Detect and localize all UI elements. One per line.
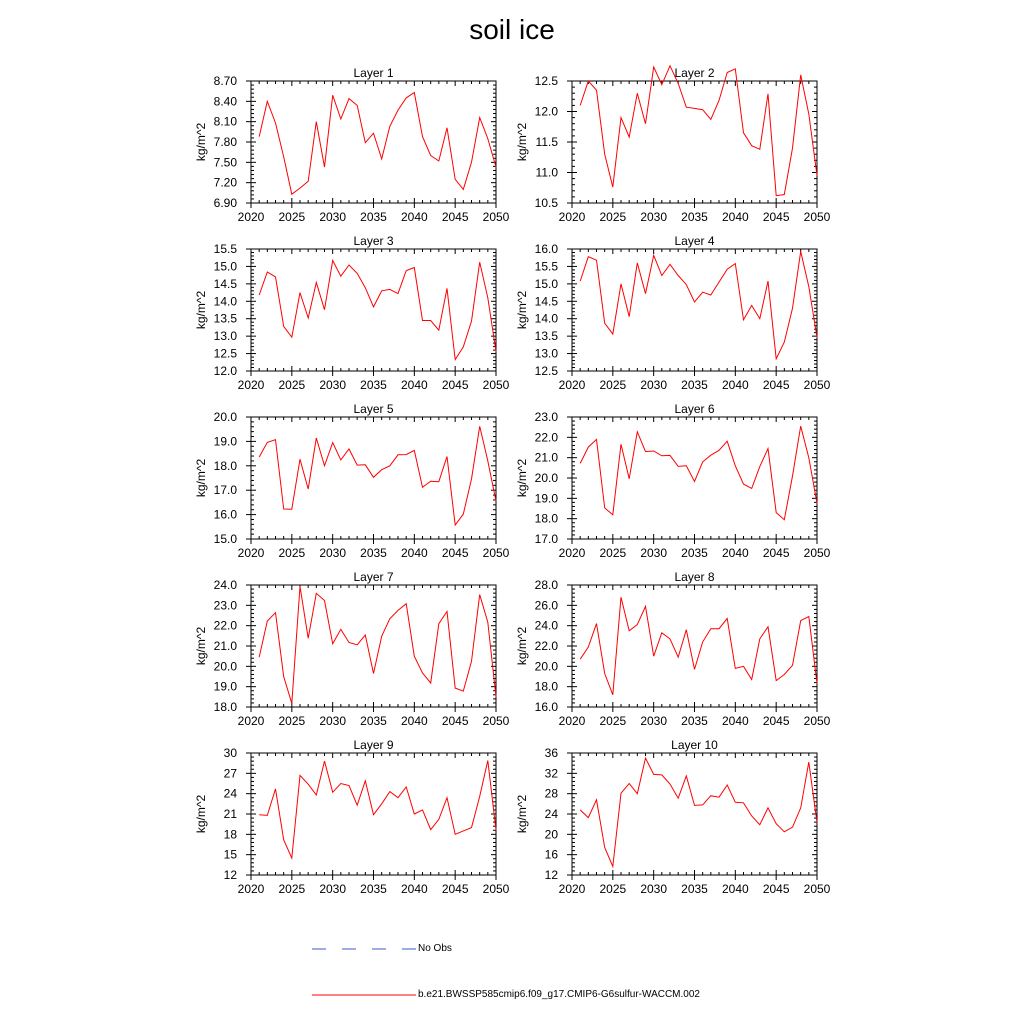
series-line-5: [259, 426, 496, 525]
xtick-label-3: 2035: [360, 378, 387, 392]
ytick-label-7: 22.0: [213, 618, 237, 633]
ytick-label-6: 19.0: [534, 491, 558, 506]
xtick-label-8: 2030: [640, 714, 668, 728]
xtick-label-2: 2030: [640, 210, 668, 224]
series-line-2: [580, 66, 817, 196]
xtick-label-7: 2030: [319, 714, 347, 728]
ytick-label-8: 28.0: [534, 578, 558, 592]
ytick-label-1: 8.70: [213, 74, 237, 88]
xtick-label-2: 2020: [558, 210, 586, 224]
xtick-label-4: 2025: [599, 378, 627, 392]
series-line-9: [259, 761, 496, 859]
ytick-label-2: 12.5: [534, 74, 558, 88]
xtick-label-6: 2035: [681, 546, 708, 560]
panel-title-5: Layer 5: [353, 402, 394, 416]
xtick-label-1: 2020: [237, 210, 265, 224]
ytick-label-1: 7.50: [213, 155, 237, 170]
ytick-label-9: 30: [223, 746, 237, 760]
ytick-label-6: 21.0: [534, 450, 558, 465]
xtick-label-7: 2020: [237, 714, 265, 728]
ytick-label-3: 12.0: [213, 364, 237, 378]
xtick-label-1: 2040: [400, 210, 428, 224]
xtick-label-10: 2050: [803, 882, 831, 896]
ytick-label-6: 17.0: [534, 532, 558, 546]
chart-main-title: soil ice: [469, 14, 555, 45]
xtick-label-2: 2050: [803, 210, 831, 224]
ytick-label-9: 18: [223, 827, 237, 842]
ytick-label-2: 11.0: [535, 165, 558, 180]
ylabel-5: kg/m^2: [194, 458, 208, 498]
xtick-label-8: 2020: [558, 714, 586, 728]
ytick-label-2: 10.5: [534, 196, 558, 210]
ytick-label-7: 19.0: [213, 679, 237, 694]
xtick-label-8: 2045: [762, 714, 790, 728]
xtick-label-6: 2020: [558, 546, 586, 560]
xtick-label-3: 2030: [319, 378, 347, 392]
xtick-label-2: 2040: [721, 210, 749, 224]
xtick-label-3: 2050: [482, 378, 510, 392]
xtick-label-9: 2040: [400, 882, 428, 896]
xtick-label-1: 2050: [482, 210, 510, 224]
series-line-8: [580, 597, 817, 695]
ytick-label-1: 7.80: [213, 135, 237, 149]
ytick-label-10: 28: [544, 786, 558, 801]
xtick-label-10: 2045: [762, 882, 790, 896]
xtick-label-4: 2035: [681, 378, 708, 392]
ytick-label-1: 7.20: [213, 175, 237, 190]
ytick-label-7: 20.0: [213, 659, 237, 674]
xtick-label-2: 2025: [599, 210, 627, 224]
xtick-label-1: 2025: [278, 210, 306, 224]
ytick-label-3: 14.0: [213, 294, 237, 309]
xtick-label-5: 2025: [278, 546, 306, 560]
ytick-label-7: 24.0: [213, 578, 237, 592]
ytick-label-3: 13.5: [213, 311, 237, 326]
ytick-label-5: 16.0: [213, 507, 237, 522]
ytick-label-5: 20.0: [213, 410, 237, 424]
ytick-label-9: 24: [223, 786, 237, 801]
xtick-label-8: 2035: [681, 714, 708, 728]
xtick-label-5: 2020: [237, 546, 265, 560]
ytick-label-4: 13.5: [534, 329, 558, 344]
plot-frame-4: [572, 249, 817, 371]
legend-obs-label: No Obs: [418, 943, 452, 954]
xtick-label-3: 2045: [441, 378, 469, 392]
ytick-label-3: 12.5: [213, 346, 237, 361]
ytick-label-4: 15.0: [534, 276, 558, 291]
ytick-label-10: 12: [544, 868, 558, 882]
xtick-label-2: 2045: [762, 210, 790, 224]
xtick-label-1: 2045: [441, 210, 469, 224]
plot-frame-5: [251, 417, 496, 539]
xtick-label-8: 2040: [721, 714, 749, 728]
xtick-label-9: 2035: [360, 882, 387, 896]
ylabel-4: kg/m^2: [515, 290, 529, 330]
xtick-label-7: 2050: [482, 714, 510, 728]
panel-title-4: Layer 4: [674, 234, 715, 248]
series-line-4: [580, 251, 817, 358]
ylabel-9: kg/m^2: [194, 794, 208, 834]
xtick-label-6: 2025: [599, 546, 627, 560]
ytick-label-10: 24: [544, 807, 558, 821]
ylabel-8: kg/m^2: [515, 626, 529, 666]
xtick-label-6: 2030: [640, 546, 668, 560]
panel-title-8: Layer 8: [674, 570, 715, 584]
xtick-label-9: 2020: [237, 882, 265, 896]
xtick-label-7: 2045: [441, 714, 469, 728]
ylabel-3: kg/m^2: [194, 290, 208, 330]
ytick-label-7: 21.0: [213, 639, 237, 653]
panel-title-2: Layer 2: [674, 66, 715, 80]
xtick-label-6: 2040: [721, 546, 749, 560]
xtick-label-4: 2050: [803, 378, 831, 392]
panel-title-1: Layer 1: [353, 66, 394, 80]
panel-title-3: Layer 3: [353, 234, 394, 248]
ytick-label-7: 18.0: [213, 700, 237, 714]
xtick-label-5: 2040: [400, 546, 428, 560]
xtick-label-6: 2045: [762, 546, 790, 560]
ytick-label-7: 23.0: [213, 598, 237, 613]
series-line-1: [259, 93, 496, 195]
ytick-label-8: 22.0: [534, 639, 558, 653]
xtick-label-6: 2050: [803, 546, 831, 560]
xtick-label-9: 2030: [319, 882, 347, 896]
xtick-label-3: 2020: [237, 378, 265, 392]
series-line-3: [259, 261, 496, 360]
ytick-label-5: 19.0: [213, 434, 237, 449]
ylabel-1: kg/m^2: [194, 122, 208, 162]
xtick-label-5: 2030: [319, 546, 347, 560]
ytick-label-4: 14.0: [534, 311, 558, 326]
legend-series-label: b.e21.BWSSP585cmip6.f09_g17.CMIP6-G6sulfur-WACCM.002: [418, 989, 700, 1000]
ytick-label-9: 27: [223, 766, 237, 781]
xtick-label-10: 2030: [640, 882, 668, 896]
ytick-label-6: 18.0: [534, 511, 558, 526]
xtick-label-8: 2025: [599, 714, 627, 728]
ytick-label-9: 21: [223, 807, 237, 821]
ytick-label-8: 16.0: [534, 700, 558, 714]
ytick-label-1: 8.40: [213, 94, 237, 109]
xtick-label-10: 2040: [721, 882, 749, 896]
ytick-label-3: 14.5: [213, 276, 237, 291]
xtick-label-2: 2035: [681, 210, 708, 224]
xtick-label-4: 2020: [558, 378, 586, 392]
xtick-label-5: 2045: [441, 546, 469, 560]
ylabel-10: kg/m^2: [515, 794, 529, 834]
ytick-label-2: 12.0: [534, 104, 558, 119]
series-line-7: [259, 586, 496, 703]
ytick-label-10: 16: [544, 847, 558, 862]
ytick-label-4: 15.5: [534, 259, 558, 274]
xtick-label-4: 2030: [640, 378, 668, 392]
ylabel-2: kg/m^2: [515, 122, 529, 162]
ytick-label-6: 23.0: [534, 410, 558, 424]
ytick-label-1: 6.90: [213, 196, 237, 210]
ytick-label-10: 20: [544, 827, 558, 842]
ytick-label-5: 18.0: [213, 458, 237, 473]
plot-frame-2: [572, 81, 817, 203]
xtick-label-3: 2025: [278, 378, 306, 392]
ytick-label-10: 36: [544, 746, 558, 760]
ytick-label-3: 15.5: [213, 242, 237, 256]
plot-frame-6: [572, 417, 817, 539]
ytick-label-9: 15: [223, 847, 237, 862]
xtick-label-5: 2050: [482, 546, 510, 560]
ytick-label-3: 13.0: [213, 329, 237, 344]
xtick-label-9: 2050: [482, 882, 510, 896]
panel-title-9: Layer 9: [353, 738, 394, 752]
xtick-label-9: 2025: [278, 882, 306, 896]
ytick-label-8: 18.0: [534, 679, 558, 694]
xtick-label-3: 2040: [400, 378, 428, 392]
ytick-label-6: 22.0: [534, 430, 558, 445]
ytick-label-1: 8.10: [213, 114, 237, 129]
xtick-label-5: 2035: [360, 546, 387, 560]
ytick-label-6: 20.0: [534, 471, 558, 485]
xtick-label-1: 2035: [360, 210, 387, 224]
ytick-label-5: 15.0: [213, 532, 237, 546]
xtick-label-1: 2030: [319, 210, 347, 224]
panel-title-10: Layer 10: [671, 738, 718, 752]
xtick-label-10: 2020: [558, 882, 586, 896]
ylabel-6: kg/m^2: [515, 458, 529, 498]
ylabel-7: kg/m^2: [194, 626, 208, 666]
ytick-label-4: 13.0: [534, 346, 558, 361]
ytick-label-4: 14.5: [534, 294, 558, 309]
xtick-label-4: 2045: [762, 378, 790, 392]
xtick-label-10: 2035: [681, 882, 708, 896]
xtick-label-7: 2035: [360, 714, 387, 728]
xtick-label-7: 2025: [278, 714, 306, 728]
ytick-label-5: 17.0: [213, 483, 237, 498]
xtick-label-10: 2025: [599, 882, 627, 896]
xtick-label-8: 2050: [803, 714, 831, 728]
ytick-label-4: 16.0: [534, 242, 558, 256]
ytick-label-4: 12.5: [534, 364, 558, 378]
ytick-label-8: 26.0: [534, 598, 558, 613]
ytick-label-8: 24.0: [534, 618, 558, 633]
ytick-label-2: 11.5: [535, 135, 558, 149]
series-line-6: [580, 426, 817, 520]
xtick-label-7: 2040: [400, 714, 428, 728]
ytick-label-3: 15.0: [213, 259, 237, 274]
panel-title-6: Layer 6: [674, 402, 715, 416]
xtick-label-4: 2040: [721, 378, 749, 392]
ytick-label-9: 12: [223, 868, 237, 882]
ytick-label-10: 32: [544, 766, 558, 781]
xtick-label-9: 2045: [441, 882, 469, 896]
series-line-10: [580, 758, 817, 866]
panel-title-7: Layer 7: [353, 570, 394, 584]
ytick-label-8: 20.0: [534, 659, 558, 674]
plot-frame-8: [572, 585, 817, 707]
